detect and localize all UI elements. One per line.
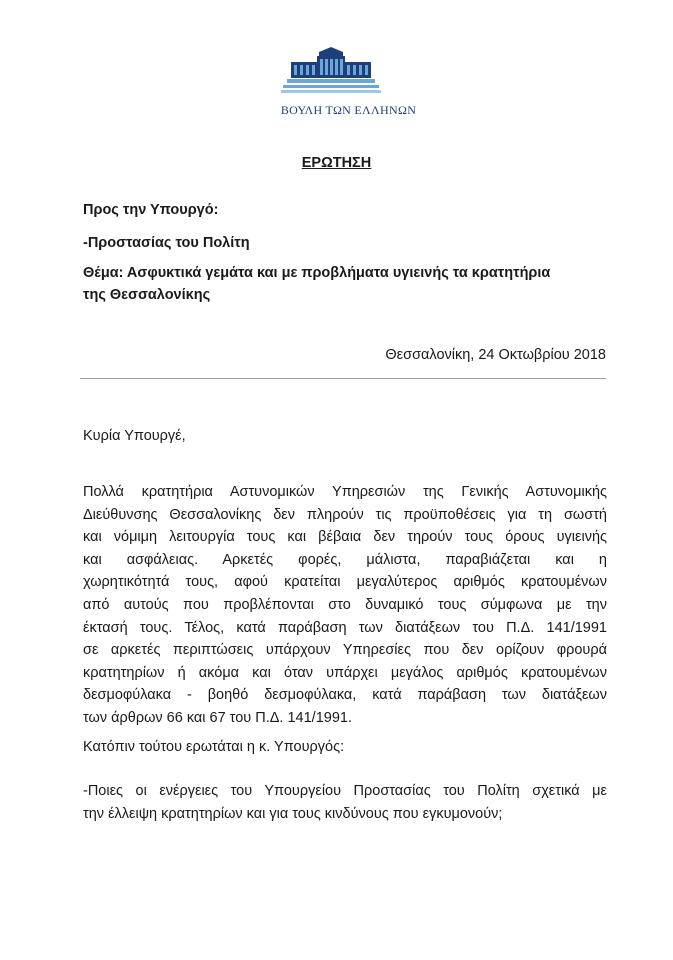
place-date: Θεσσαλονίκη, 24 Οκτωβρίου 2018 [385, 347, 606, 363]
recipient: -Προστασίας του Πολίτη [83, 235, 250, 251]
parliament-building-icon [281, 46, 381, 98]
body-paragraph [83, 481, 607, 730]
logo-caption: ΒΟΥΛΗ ΤΩΝ ΕΛΛΗΝΩΝ [280, 103, 417, 117]
question-line: -Ποιες οι ενέργειες του Υπουργείου Προστασίας του Πολίτη σχετικά με [83, 783, 607, 799]
recipient-label: Προς την Υπουργό: [83, 202, 219, 218]
body-line: κρατητηρίων ή ακόμα και όταν υπάρχει μεγάλος αριθμός κρατουμένων [83, 664, 607, 681]
body-line: και νόμιμη λειτουργία τους και βέβαια δεν τηρούν τους όρους υγιεινής [83, 529, 607, 546]
question-line: την έλλειψη κρατητηρίων και για τους κινδύνους που εγκυμονούν; [83, 805, 503, 822]
body-line: χωρητικότητά τους, αφού κρατείται μεγαλύτερος αριθμός κρατουμένων [83, 574, 607, 591]
body-line: σε αρκετές περιπτώσεις υπάρχουν Υπηρεσίες που δεν ορίζουν φρουρά [83, 642, 607, 659]
body-line: έκτασή τους. Τέλος, κατά παράβαση των διατάξεων του Π.Δ. 141/1991 [83, 619, 607, 636]
subject-line: Θέμα: Ασφυκτικά γεμάτα και με προβλήματα υγιεινής τα κρατητήρια [83, 265, 551, 281]
body-line: των άρθρων 66 και 67 του Π.Δ. 141/1991. [83, 709, 352, 726]
subject [83, 262, 623, 306]
subject-line: της Θεσσαλονίκης [83, 287, 211, 303]
question-paragraph [83, 780, 607, 825]
body-line: και ασφάλειας. Αρκετές φορές, μάλιστα, παραβιάζεται και η [83, 551, 607, 568]
body-line: Διεύθυνσης Θεσσαλονίκης δεν πληρούν τις προϋποθέσεις για τη σωστή [83, 506, 607, 523]
body-line: δεσμοφύλακα - βοηθό δεσμοφύλακα, κατά παράβαση των διατάξεων [83, 687, 607, 704]
question-intro: Κατόπιν τούτου ερωτάται η κ. Υπουργός: [83, 739, 345, 755]
body-line: Πολλά κρατητήρια Αστυνομικών Υπηρεσιών της Γενικής Αστυνομικής [83, 484, 607, 500]
document-title: ΕΡΩΤΗΣΗ [301, 155, 372, 171]
body-line: από αυτούς που προβλέπονται στο δυναμικό τους σύμφωνα με την [83, 596, 607, 613]
greeting: Κυρία Υπουργέ, [83, 428, 186, 444]
divider [80, 378, 606, 379]
